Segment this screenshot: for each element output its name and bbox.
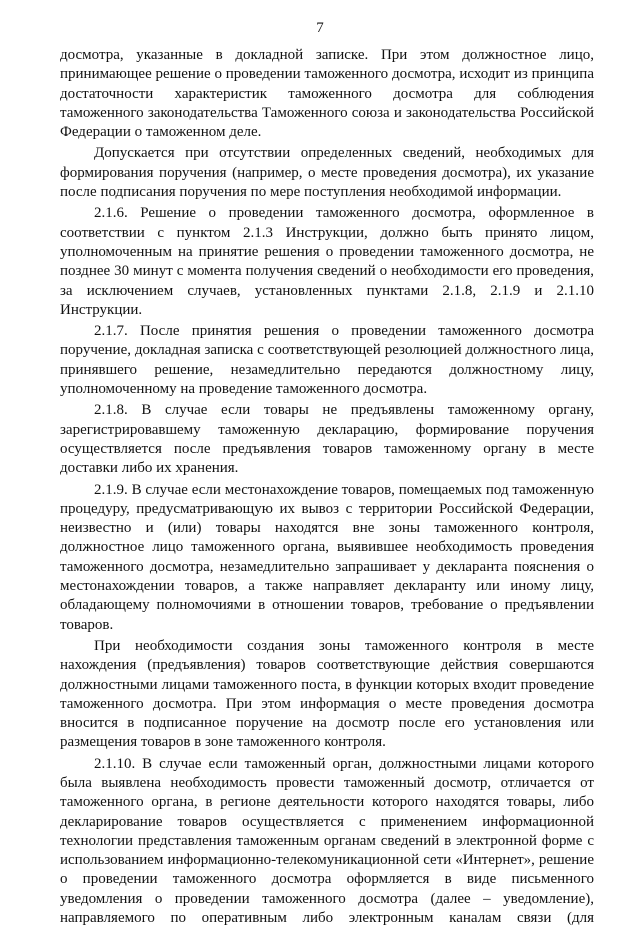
paragraph-2-1-9: 2.1.9. В случае если местонахождение товаров, помещаемых под таможенную процедуру, предусматривающую их вывоз с территории Российской Федерации, неизвестно и (или) товары находятся вне зоны таможенного контроля, должностное лицо таможенного органа, выявившее необходимость проведения таможенного досмотра, незамедлительно запрашивает у декларанта пояснения о местонахождении товаров, а также направляет декларанту или иному лицу, обладающему полномочиями в отношении товаров, требование о предъявлении товаров.: [60, 481, 594, 633]
paragraph-2-1-6: 2.1.6. Решение о проведении таможенного досмотра, оформленное в соответствии с пунктом 2.1.3 Инструкции, должно быть принято лицом, уполномоченным на принятие решения о проведении таможенного досмотра, не позднее 30 минут с момента получения сведений о необходимости его проведения, за исключением случаев, установленных пунктами 2.1.8, 2.1.9 и 2.1.10 Инструкции.: [60, 205, 594, 318]
page-number: 7: [316, 20, 324, 36]
paragraph-control-zone: При необходимости создания зоны таможенного контроля в месте нахождения (предъявления) товаров соответствующие действия совершаются должностными лицами таможенного поста, в функции которых входит проведение таможенного досмотра. При этом информация о месте проведения досмотра вносится в подписанное поручение на досмотр после его установления или размещения товаров в зоне таможенного контроля.: [60, 637, 594, 751]
document-body: [60, 46, 594, 930]
paragraph-2-1-7: 2.1.7. После принятия решения о проведении таможенного досмотра поручение, докладная записка с соответствующей резолюцией должностного лица, принявшего решение, незамедлительно передаются должностному лицу, уполномоченному на проведение таможенного досмотра.: [60, 323, 594, 398]
paragraph-2-1-8: 2.1.8. В случае если товары не предъявлены таможенному органу, зарегистрировавшему таможенную декларацию, формирование поручения осуществляется после предъявления товаров таможенному органу в месте доставки либо их хранения.: [60, 402, 594, 477]
paragraph-continuation: досмотра, указанные в докладной записке. При этом должностное лицо, принимающее решение о проведении таможенного досмотра, исходит из принципа достаточности характеристик таможенного досмотра для соблюдения таможенного законодательства Таможенного союза и законодательства Российской Федерации о таможенном деле.: [60, 47, 594, 141]
paragraph-missing-info: Допускается при отсутствии определенных сведений, необходимых для формирования поручения (например, о месте проведения досмотра), их указание после подписания поручения по мере поступления необходимой информации.: [60, 145, 594, 201]
paragraph-2-1-10: 2.1.10. В случае если таможенный орган, должностными лицами которого была выявлена необходимость провести таможенный досмотр, отличается от таможенного органа, в регионе деятельности которого находятся товары, либо декларирование товаров осуществляется с применением информационной технологии представления таможенным органам сведений в электронной форме с использованием информационно-телекомуникационной сети «Интернет», решение о проведении таможенного досмотра оформляется в виде письменного уведомления о проведении таможенного досмотра (далее – уведомление), направляемого по оперативным либо электронным каналам связи (для: [60, 755, 594, 927]
